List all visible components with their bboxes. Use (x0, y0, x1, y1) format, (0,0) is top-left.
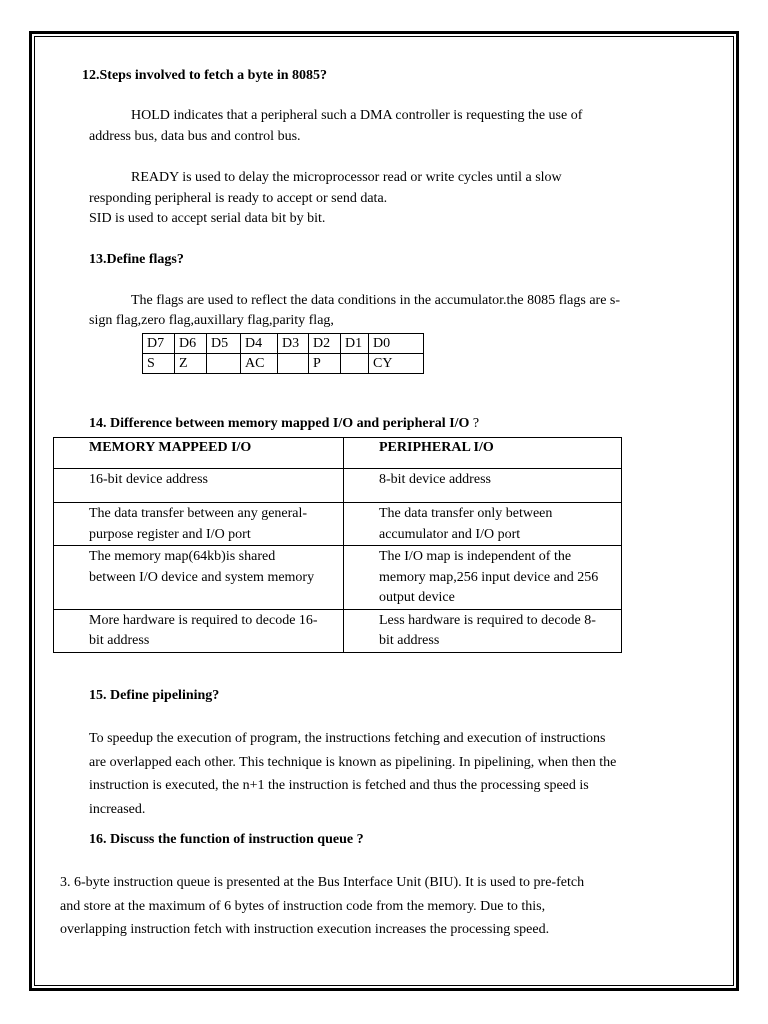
bit-cell: D4 (241, 334, 278, 354)
flag-register-table (142, 333, 424, 374)
cell-line: purpose register and I/O port (89, 526, 251, 542)
table-header-row (54, 438, 622, 469)
text-line: are overlapped each other. This technique is known as pipelining. In pipelining, when then the (89, 754, 617, 770)
table-row (54, 503, 622, 546)
flag-cell: AC (241, 354, 278, 374)
text-line: The flags are used to reflect the data conditions in the accumulator.the 8085 flags are s- (131, 293, 621, 308)
bit-cell: D2 (309, 334, 341, 354)
table-cell (344, 609, 622, 652)
cell-line: between I/O device and system memory (89, 569, 315, 585)
cell-line: The data transfer only between (379, 506, 553, 521)
text-line: responding peripheral is ready to accept or send data. (89, 190, 388, 206)
text-line: To speedup the execution of program, the instructions fetching and execution of instructions (89, 731, 606, 746)
text-line: increased. (89, 801, 146, 817)
q13-paragraph (89, 291, 620, 331)
table-cell (344, 469, 622, 503)
cell-line: 8-bit device address (379, 472, 491, 487)
flag-bits-row (143, 334, 424, 354)
cell-line: output device (379, 590, 455, 605)
table-cell (54, 609, 344, 652)
text-line: instruction is executed, the n+1 the instruction is fetched and thus the processing speed is (89, 778, 589, 793)
flag-cell: P (309, 354, 341, 374)
text-line: READY is used to delay the microprocessor read or write cycles until a slow (131, 170, 562, 185)
table-row (54, 546, 622, 610)
table-cell (344, 503, 622, 546)
q16-paragraph (60, 871, 584, 942)
q14-heading-suffix: ? (472, 416, 480, 431)
flag-cell (278, 354, 309, 374)
flag-cell: Z (175, 354, 207, 374)
table-cell (54, 503, 344, 546)
flag-cell: CY (369, 354, 424, 374)
io-comparison-table (53, 437, 622, 653)
text-line: SID is used to accept serial data bit by bit. (89, 211, 326, 226)
q12-heading: 12.Steps involved to fetch a byte in 8085? (82, 68, 327, 83)
cell-line: 16-bit device address (89, 472, 208, 487)
q14-heading-text: 14. Difference between memory mapped I/O and peripheral I/O (89, 416, 470, 431)
q16-heading: 16. Discuss the function of instruction queue ? (89, 832, 364, 847)
flag-cell (341, 354, 369, 374)
text-line: sign flag,zero flag,auxillary flag,parity flag, (89, 313, 334, 328)
cell-line: Less hardware is required to decode 8- (379, 612, 596, 628)
cell-line: bit address (379, 633, 440, 648)
table-cell (54, 546, 344, 610)
text-line: HOLD indicates that a peripheral such a DMA controller is requesting the use of (131, 108, 583, 123)
q13-heading: 13.Define flags? (89, 252, 184, 267)
cell-line: The data transfer between any general- (89, 506, 308, 521)
bit-cell: D5 (207, 334, 241, 354)
bit-cell: D7 (143, 334, 175, 354)
bit-cell: D6 (175, 334, 207, 354)
column-header: PERIPHERAL I/O (344, 438, 622, 469)
column-header: MEMORY MAPPEED I/O (54, 438, 344, 469)
q12-paragraph-ready (89, 168, 562, 230)
table-row (54, 469, 622, 503)
q15-heading: 15. Define pipelining? (89, 688, 220, 703)
table-cell (344, 546, 622, 610)
flag-cell (207, 354, 241, 374)
cell-line: memory map,256 input device and 256 (379, 569, 599, 585)
q14-heading (89, 416, 479, 432)
cell-line: The memory map(64kb)is shared (89, 549, 276, 564)
bit-cell: D0 (369, 334, 424, 354)
bit-cell: D3 (278, 334, 309, 354)
bit-cell: D1 (341, 334, 369, 354)
cell-line: The I/O map is independent of the (379, 549, 572, 564)
cell-line: More hardware is required to decode 16- (89, 612, 318, 628)
q15-paragraph (89, 727, 616, 821)
text-line: overlapping instruction fetch with instruction execution increases the processing speed. (60, 922, 550, 937)
text-line: and store at the maximum of 6 bytes of instruction code from the memory. Due to this, (60, 898, 546, 914)
text-line: address bus, data bus and control bus. (89, 128, 301, 144)
cell-line: bit address (89, 633, 150, 648)
text-line: 3. 6-byte instruction queue is presented at the Bus Interface Unit (BIU). It is used to pre-fetch (60, 875, 585, 890)
cell-line: accumulator and I/O port (379, 526, 521, 542)
table-cell (54, 469, 344, 503)
q12-paragraph-hold (89, 106, 582, 147)
flag-cell: S (143, 354, 175, 374)
flag-names-row (143, 354, 424, 374)
table-row (54, 609, 622, 652)
